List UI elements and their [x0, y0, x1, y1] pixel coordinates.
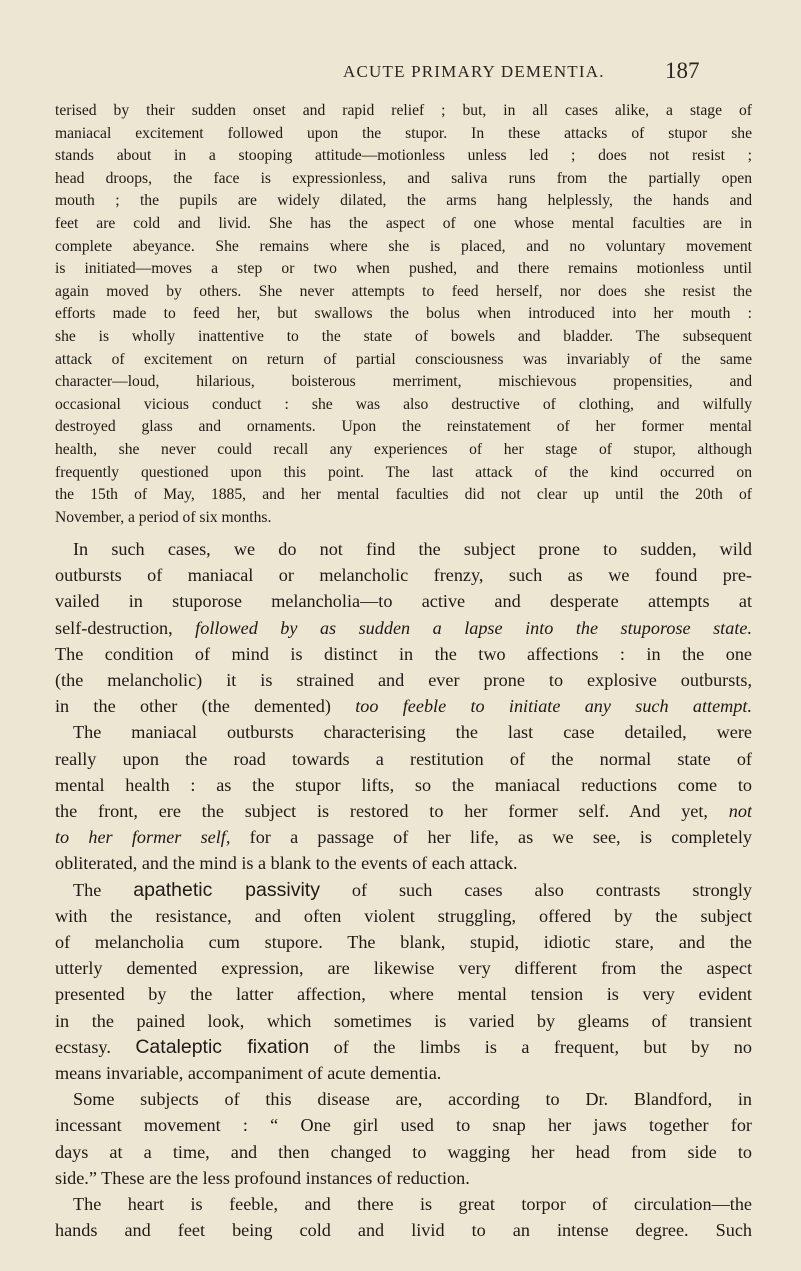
text-line: hands and feet being cold and livid to an intense degree. Such — [55, 1220, 752, 1241]
text-line: obliterated, and the mind is a blank to the events of each attack. — [55, 853, 518, 874]
discussion-text — [55, 536, 752, 1243]
text-line: utterly demented expression, are likewise very different from the aspect — [55, 958, 752, 979]
text-line: complete abeyance. She remains where she is placed, and no voluntary movement — [55, 237, 752, 255]
text-line: The maniacal outbursts characterising the last case detailed, were — [73, 722, 752, 743]
text-line: maniacal excitement followed upon the stupor. In these attacks of stupor she — [55, 124, 752, 142]
case-description-paragraph — [55, 100, 752, 529]
text-line: The condition of mind is distinct in the two affections : in the one — [55, 643, 752, 664]
text-run: for a passage of her life, as we see, is completely — [230, 827, 752, 848]
text-line: presented by the latter affection, where mental tension is very evident — [55, 984, 752, 1005]
text-line: again moved by others. She never attempts to feed herself, nor does she resist the — [55, 282, 752, 300]
text-run: of the limbs is a frequent, but by no — [309, 1036, 752, 1057]
key-term-cataleptic-fixation: Cataleptic fixation — [135, 1035, 310, 1058]
text-line: terised by their sudden onset and rapid relief ; but, in all cases alike, a stage of — [55, 102, 752, 119]
emphasis: followed by as sudden a lapse into the stuporose state. — [195, 617, 752, 638]
text-run: the front, ere the subject is restored to her former self. And yet, — [55, 801, 708, 822]
text-line: really upon the road towards a restitution of the normal state of — [55, 748, 752, 769]
text-line — [55, 693, 752, 719]
key-term-apathetic-passivity: apathetic passivity — [133, 878, 320, 901]
text-line: in the pained look, which sometimes is varied by gleams of transient — [55, 1010, 752, 1031]
text-line: attack of excitement on return of partial consciousness was invariably of the same — [55, 350, 752, 368]
text-run: ecstasy. — [55, 1036, 136, 1057]
text-line: health, she never could recall any experiences of her stage of stupor, although — [55, 440, 752, 458]
text-line: of melancholia cum stupore. The blank, stupid, idiotic stare, and the — [55, 932, 752, 953]
text-line: stands about in a stooping attitude—motionless unless led ; does not resist ; — [55, 147, 752, 165]
text-line: incessant movement : “ One girl used to snap her jaws together for — [55, 1115, 752, 1136]
text-line: outbursts of maniacal or melancholic frenzy, such as we found pre- — [55, 565, 752, 586]
text-line: side.” These are the less profound instances of reduction. — [55, 1167, 470, 1188]
text-line: efforts made to feed her, but swallows the bolus when introduced into her mouth : — [55, 305, 752, 323]
text-line: (the melancholic) it is strained and ever prone to explosive outbursts, — [55, 670, 752, 691]
text-line — [55, 798, 752, 824]
text-line: feet are cold and livid. She has the aspect of one whose mental faculties are in — [55, 214, 752, 232]
text-line: the 15th of May, 1885, and her mental faculties did not clear up until the 20th of — [55, 486, 752, 504]
emphasis: too feeble to initiate any such attempt. — [355, 696, 752, 717]
text-line: with the resistance, and often violent struggling, offered by the subject — [55, 905, 752, 926]
emphasis: not — [728, 801, 752, 822]
text-line — [55, 824, 752, 850]
text-run: self-destruction, — [55, 617, 196, 638]
text-run: in the other (the demented) — [55, 696, 356, 717]
text-line: days at a time, and then changed to wagging her head from side to — [55, 1141, 752, 1162]
page-header — [0, 58, 801, 98]
text-line: destroyed glass and ornaments. Upon the reinstatement of her former mental — [55, 418, 752, 436]
text-line: The heart is feeble, and there is great torpor of circulation—the — [73, 1194, 752, 1215]
text-run: The — [73, 879, 134, 900]
text-line: Some subjects of this disease are, according to Dr. Blandford, in — [73, 1089, 752, 1110]
text-line: occasional vicious conduct : she was also destructive of clothing, and wilfully — [55, 395, 752, 413]
text-line: mouth ; the pupils are widely dilated, the arms hang helplessly, the hands and — [55, 192, 752, 210]
text-line — [55, 615, 752, 641]
text-line: November, a period of six months. — [55, 508, 272, 526]
text-line: In such cases, we do not find the subject prone to sudden, wild — [73, 539, 752, 559]
text-line — [55, 1034, 752, 1060]
text-line — [55, 877, 752, 903]
text-line: frequently questioned upon this point. The last attack of the kind occurred on — [55, 463, 752, 481]
page-number: 187 — [665, 58, 700, 83]
emphasis: to her former self, — [55, 827, 231, 848]
running-head: ACUTE PRIMARY DEMENTIA. — [343, 62, 605, 81]
text-line: character—loud, hilarious, boisterous merriment, mischievous propensities, and — [55, 373, 752, 391]
text-line: vailed in stuporose melancholia—to active and desperate attempts at — [55, 591, 752, 612]
text-run: of such cases also contrasts strongly — [319, 879, 752, 900]
text-line: is initiated—moves a step or two when pushed, and there remains motionless until — [55, 260, 752, 278]
text-line: she is wholly inattentive to the state of bowels and bladder. The subsequent — [55, 327, 752, 345]
text-line: head droops, the face is expressionless, and saliva runs from the partially open — [55, 169, 752, 187]
text-line: mental health : as the stupor lifts, so the maniacal reductions come to — [55, 774, 752, 795]
text-line: means invariable, accompaniment of acute dementia. — [55, 1063, 442, 1084]
